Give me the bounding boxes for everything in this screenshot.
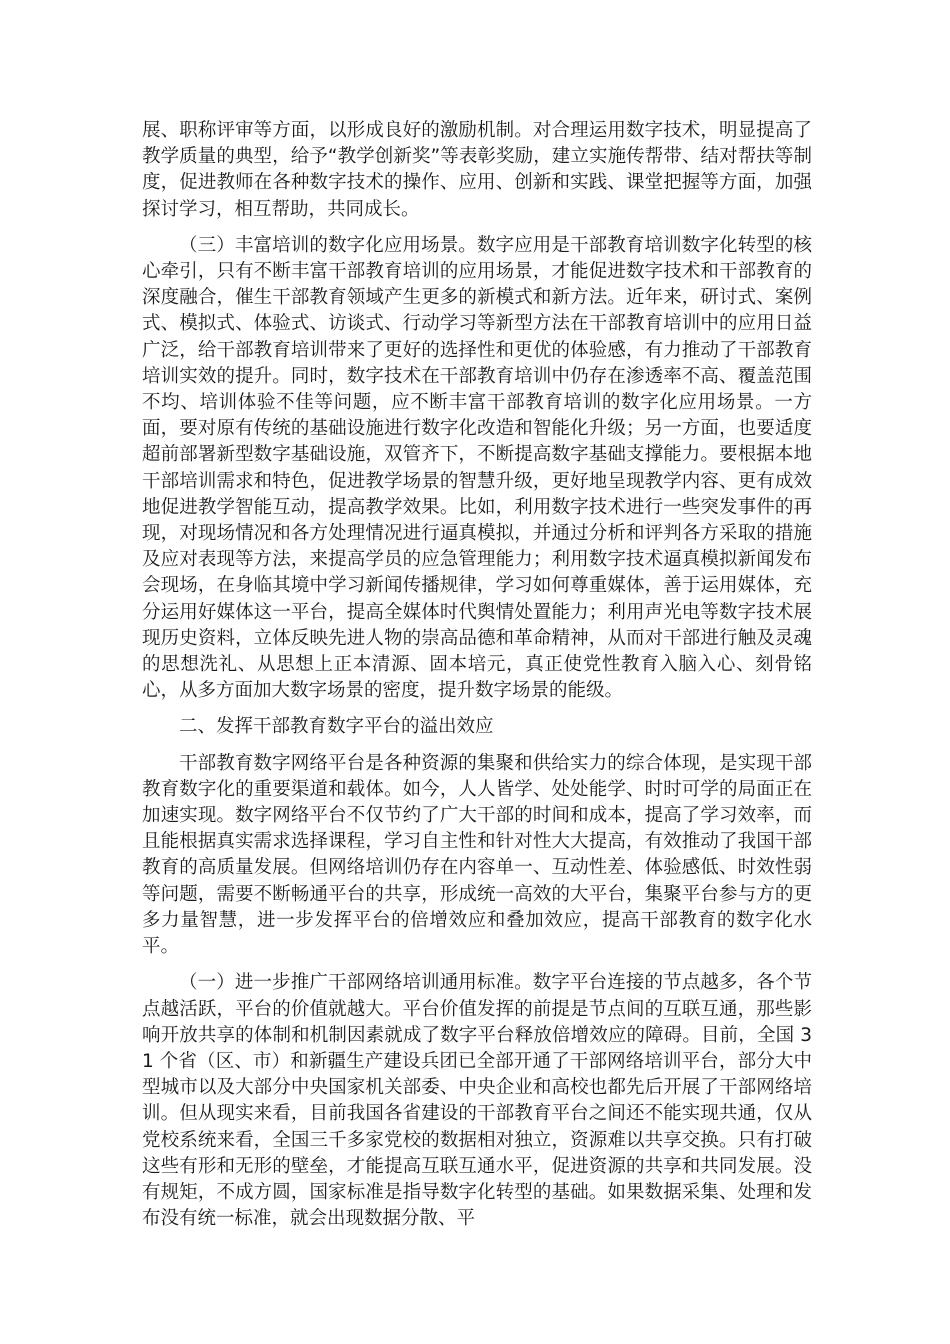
document-page <box>142 118 812 1242</box>
paragraph-digital-application-scenarios: （三）丰富培训的数字化应用场景。数字应用是干部教育培训数字化转型的核心牵引，只有不断丰富干部教育培训的应用场景，才能促进数字技术和干部教育的深度融合，催生干部教育领域产生更多的新模式和新方法。近年来，研讨式、案例式、模拟式、体验式、访谈式、行动学习等新型方法在干部教育培训中的应用日益广泛，给干部教育培训带来了更好的选择性和更优的体验感，有力推动了干部教育培训实效的提升。同时，数字技术在干部教育培训中仍存在渗透率不高、覆盖范围不均、培训体验不佳等问题，应不断丰富干部教育培训的数字化应用场景。一方面，要对原有传统的基础设施进行数字化改造和智能化升级；另一方面，也要适度超前部署新型数字基础设施，双管齐下，不断提高数字基础支撑能力。要根据本地干部培训需求和特色，促进教学场景的智慧升级，更好地呈现教学内容、更有成效地促进教学智能互动，提高教学效果。比如，利用数字技术进行一些突发事件的再现，对现场情况和各方处理情况进行逼真模拟，并通过分析和评判各方采取的措施及应对表现等方法，来提高学员的应急管理能力；利用数字技术逼真模拟新闻发布会现场，在身临其境中学习新闻传播规律，学习如何尊重媒体，善于运用媒体，充分运用好媒体这一平台，提高全媒体时代舆情处置能力；利用声光电等数字技术展现历史资料，立体反映先进人物的崇高品德和革命精神，从而对干部进行触及灵魂的思想洗礼、从思想上正本清源、固本培元，真正使党性教育入脑入心、刻骨铭心，从多方面加大数字场景的密度，提升数字场景的能级。 <box>142 234 812 702</box>
section-heading-platform-spillover: 二、发挥干部教育数字平台的溢出效应 <box>179 716 494 738</box>
paragraph-incentive-mechanism: 展、职称评审等方面，以形成良好的激励机制。对合理运用数字技术，明显提高了教学质量的典型，给予“教学创新奖”等表彰奖励，建立实施传帮带、结对帮扶等制度，促进教师在各种数字技术的操作、应用、创新和实践、课堂把握等方面，加强探讨学习，相互帮助，共同成长。 <box>142 120 812 220</box>
paragraph-network-training-standards: （一）进一步推广干部网络培训通用标准。数字平台连接的节点越多，各个节点越活跃，平台的价值就越大。平台价值发挥的前提是节点间的互联互通，那些影响开放共享的体制和机制因素就成了数字平台释放倍增效应的障碍。目前，全国 31 个省（区、市）和新疆生产建设兵团已全部开通了干部网络培训平台，部分大中型城市以及大部分中央国家机关部委、中央企业和高校也都先后开展了干部网络培训。但从现实来看，目前我国各省建设的干部教育平台之间还不能实现共通，仅从党校系统来看，全国三千多家党校的数据相对独立，资源难以共享交换。只有打破这些有形和无形的壁垒，才能提高互联互通水平，促进资源的共享和共同发展。没有规矩，不成方圆，国家标准是指导数字化转型的基础。如果数据采集、处理和发布没有统一标准，就会出现数据分散、平 <box>142 972 812 1230</box>
paragraph-digital-network-platform: 干部教育数字网络平台是各种资源的集聚和供给实力的综合体现，是实现干部教育数字化的重要渠道和载体。如今，人人皆学、处处能学、时时可学的局面正在加速实现。数字网络平台不仅节约了广大干部的时间和成本，提高了学习效率，而且能根据真实需求选择课程，学习自主性和针对性大大提高，有效推动了我国干部教育的高质量发展。但网络培训仍存在内容单一、互动性差、体验感低、时效性弱等问题，需要不断畅通平台的共享，形成统一高效的大平台，集聚平台参与方的更多力量智慧，进一步发挥平台的倍增效应和叠加效应，提高干部教育的数字化水平。 <box>142 752 812 958</box>
